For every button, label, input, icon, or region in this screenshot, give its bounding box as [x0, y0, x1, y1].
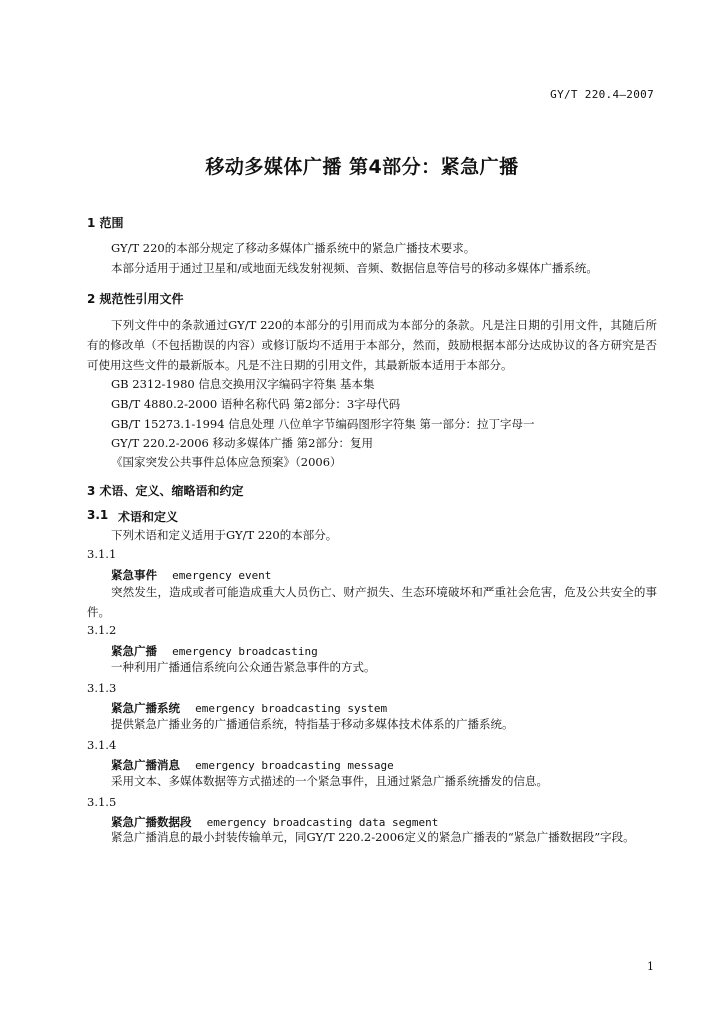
term-english: emergency event [172, 569, 272, 582]
term-heading [111, 564, 271, 583]
term-number: 3.1.5 [87, 795, 117, 809]
section-2-heading: 2 规范性引用文件 [87, 292, 184, 306]
section-1-paragraph-1: GY/T 220的本部分规定了移动多媒体广播系统中的紧急广播技术要求。 [111, 241, 476, 255]
section-2-intro: 下列文件中的条款通过GY/T 220的本部分的引用而成为本部分的条款。凡是注日期的引用文件，其随后所有的修改单（不包括勘误的内容）或修订版均不适用于本部分，然而，鼓励根据本部分达成协议的各方研究是否可使用这些文件的最新版本。凡是不注日期的引用文件，其最新版本适用于本部分。 [87, 318, 657, 372]
term-heading [111, 697, 387, 716]
term-english: emergency broadcasting data segment [206, 816, 439, 829]
term-english: emergency broadcasting message [195, 759, 394, 772]
term-chinese: 紧急事件 [111, 568, 157, 582]
term-english: emergency broadcasting [172, 645, 318, 658]
term-definition: 采用文本、多媒体数据等方式描述的一个紧急事件，且通过紧急广播系统播发的信息。 [111, 774, 548, 788]
subsection-3-1-number: 3.1 [87, 508, 109, 522]
term-definition: 一种利用广播通信系统向公众通告紧急事件的方式。 [111, 660, 376, 674]
term-definition: 提供紧急广播业务的广播通信系统，特指基于移动多媒体技术体系的广播系统。 [111, 717, 514, 731]
term-number: 3.1.1 [87, 547, 117, 561]
term-heading [111, 754, 394, 773]
term-number: 3.1.4 [87, 738, 117, 752]
term-heading [111, 640, 318, 659]
term-english: emergency broadcasting system [195, 702, 388, 715]
reference-item: GB/T 4880.2-2000 语种名称代码 第2部分：3字母代码 [111, 397, 401, 411]
term-chinese: 紧急广播消息 [111, 758, 180, 772]
term-definition: 突然发生，造成或者可能造成重大人员伤亡、财产损失、生态环境破坏和严重社会危害，危及公共安全的事件。 [87, 585, 657, 619]
reference-item: 《国家突发公共事件总体应急预案》（2006） [111, 455, 342, 469]
section-3-heading: 3 术语、定义、缩略语和约定 [87, 484, 244, 498]
section-1-heading: 1 范围 [87, 216, 124, 230]
term-number: 3.1.3 [87, 681, 117, 695]
reference-item: GY/T 220.2-2006 移动多媒体广播 第2部分：复用 [111, 436, 373, 450]
section-1-paragraph-2: 本部分适用于通过卫星和/或地面无线发射视频、音频、数据信息等信号的移动多媒体广播系统。 [111, 261, 598, 275]
standard-code: GY/T 220.4—2007 [550, 88, 654, 101]
document-title: 移动多媒体广播 第4部分：紧急广播 [205, 156, 519, 178]
term-definition: 紧急广播消息的最小封装传输单元，同GY/T 220.2-2006定义的紧急广播表的“紧急广播数据段”字段。 [111, 830, 635, 844]
subsection-3-1-intro: 下列术语和定义适用于GY/T 220的本部分。 [111, 528, 338, 542]
subsection-3-1-title: 术语和定义 [118, 510, 179, 524]
term-chinese: 紧急广播数据段 [111, 815, 192, 829]
term-number: 3.1.2 [87, 623, 117, 637]
page-number: 1 [647, 960, 654, 973]
reference-item: GB/T 15273.1-1994 信息处理 八位单字节编码图形字符集 第一部分：拉丁字母一 [111, 417, 535, 431]
term-chinese: 紧急广播系统 [111, 701, 180, 715]
term-chinese: 紧急广播 [111, 644, 157, 658]
reference-item: GB 2312-1980 信息交换用汉字编码字符集 基本集 [111, 377, 375, 391]
